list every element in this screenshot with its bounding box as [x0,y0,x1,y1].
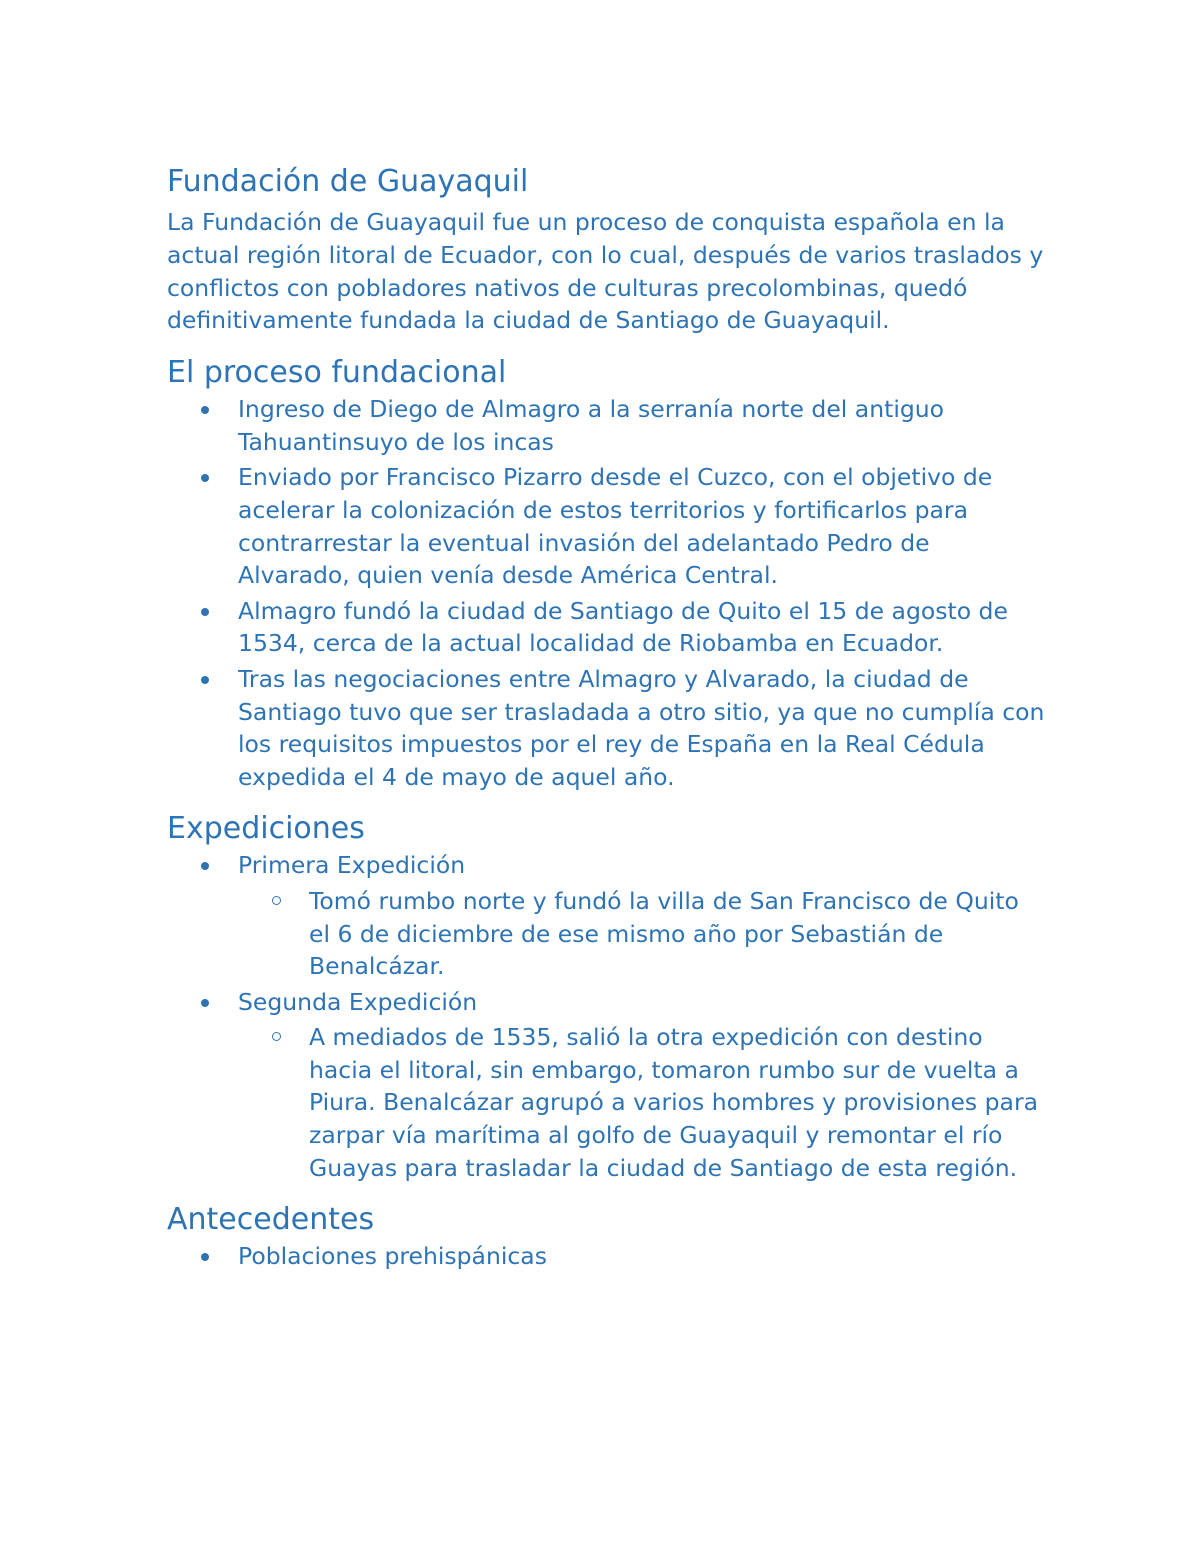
proceso-list [167,393,1047,793]
circle-bullet-icon [272,896,281,905]
list-item [167,986,1047,1185]
list-item [167,849,1047,982]
sub-list-item-text: A mediados de 1535, salió la otra expedición con destino hacia el litoral, sin embargo, tomaron rumbo sur de vuelta a Piura. Benalcázar agrupó a varios hombres y provisiones para zarpar vía marítima al golfo de Guayaquil y remontar el río Guayas para trasladar la ciudad de Santiago de esta región. [309,1023,1039,1182]
section-heading-proceso: El proceso fundacional [167,355,507,391]
document-page [167,160,1047,1276]
section-proceso-fundacional [167,355,1047,793]
sub-list [238,1021,1047,1184]
list-item [167,663,1047,793]
list-item [167,393,1047,458]
bullet-icon [201,999,209,1007]
sub-list [238,885,1047,983]
list-item-text: Almagro fundó la ciudad de Santiago de Quito el 15 de agosto de 1534, cerca de la actual localidad de Riobamba en Ecuador. [238,596,1008,658]
document-title: Fundación de Guayaquil [167,164,529,199]
bullet-icon [201,474,209,482]
section-heading-antecedentes: Antecedentes [167,1202,375,1238]
list-item-text: Ingreso de Diego de Almagro a la serranía norte del antiguo Tahuantinsuyo de los incas [238,395,945,456]
section-expediciones [167,811,1047,1184]
sub-list-item-text: Tomó rumbo norte y fundó la villa de San Francisco de Quito el 6 de diciembre de ese mismo año por Sebastián de Benalcázar. [309,886,1019,981]
list-item [167,1240,1047,1273]
sub-list-item [238,1021,1047,1184]
expediciones-list [167,849,1047,1184]
bullet-icon [201,1253,209,1261]
intro-paragraph: La Fundación de Guayaquil fue un proceso de conquista española en la actual región litoral de Ecuador, con lo cual, después de varios traslados y conflictos con pobladores nativos de culturas precolombinas, quedó definitivamente fundada la ciudad de Santiago de Guayaquil. [167,208,1044,335]
bullet-icon [201,608,209,616]
bullet-icon [201,406,209,414]
bullet-icon [201,676,209,684]
circle-bullet-icon [272,1032,281,1041]
section-heading-expediciones: Expediciones [167,811,365,847]
list-item [167,461,1047,591]
list-item-text: Tras las negociaciones entre Almagro y Alvarado, la ciudad de Santiago tuvo que ser trasladada a otro sitio, ya que no cumplía con los requisitos impuestos por el rey de España en la Real Cédula expedida el 4 de mayo de aquel año. [238,664,1045,791]
bullet-icon [201,862,209,870]
list-item-text: Segunda Expedición [238,987,478,1016]
antecedentes-list [167,1240,1047,1273]
sub-list-item [238,885,1047,983]
list-item-text: Enviado por Francisco Pizarro desde el Cuzco, con el objetivo de acelerar la colonización de estos territorios y fortificarlos para contrarrestar la eventual invasión del adelantado Pedro de Alvarado, quien venía desde América Central. [238,463,993,590]
section-antecedentes [167,1202,1047,1273]
list-item-text: Poblaciones prehispánicas [238,1242,547,1271]
list-item-text: Primera Expedición [238,851,466,880]
list-item [167,595,1047,660]
